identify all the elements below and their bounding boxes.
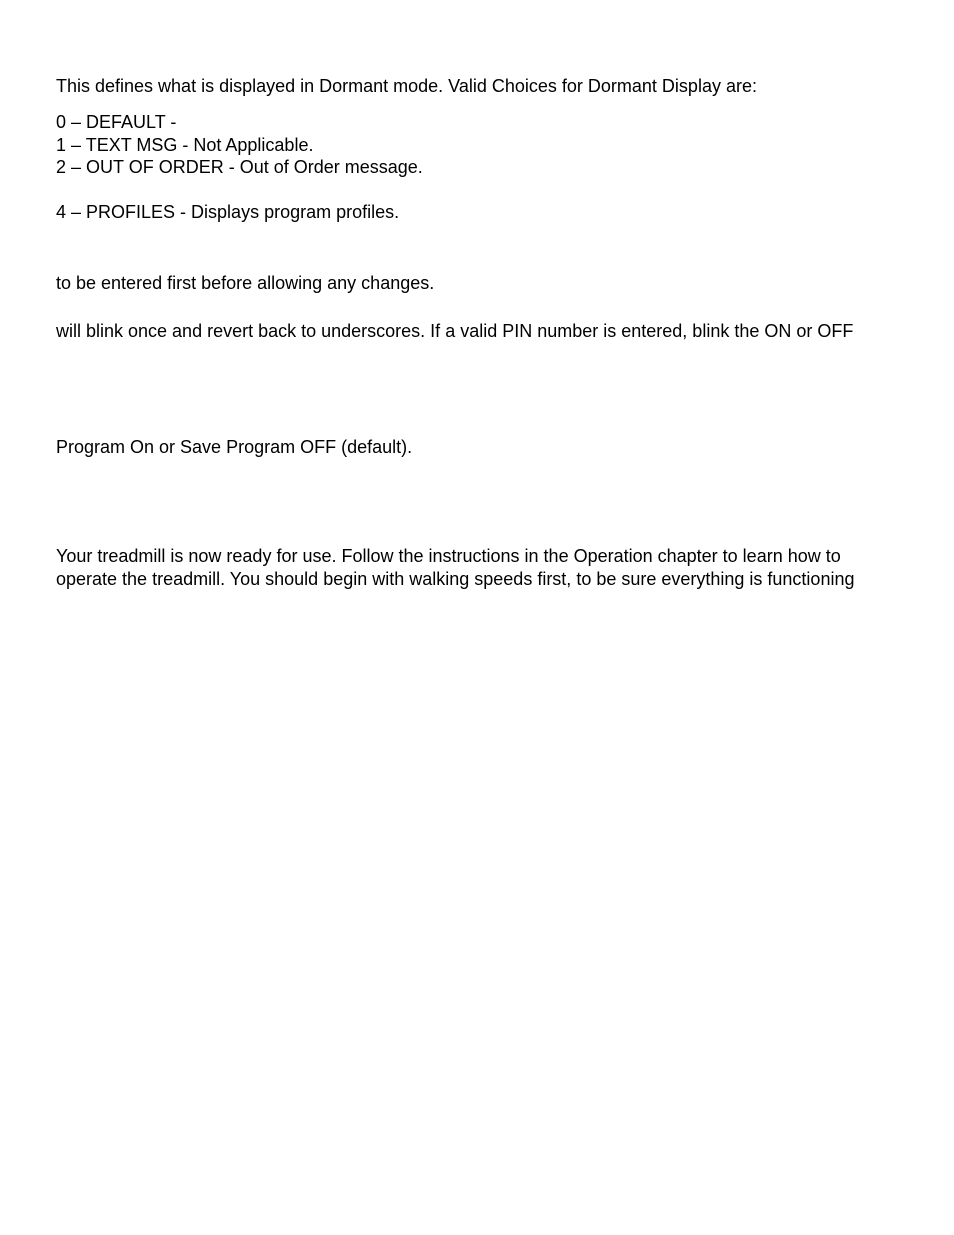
pin-entry-text: to be entered first before allowing any changes. [56,273,435,293]
pin-blink-text: will blink once and revert back to underscores. If a valid PIN number is entered, blink the ON or OFF [56,321,854,341]
ready-text-line-1: Your treadmill is now ready for use. Follow the instructions in the Operation chapter to learn how to [56,546,841,566]
dormant-option-profiles: 4 – PROFILES - Displays program profiles. [56,202,400,222]
save-program-text: Program On or Save Program OFF (default). [56,437,413,457]
dormant-option-default: 0 – DEFAULT - [56,112,177,132]
dormant-option-out-of-order: 2 – OUT OF ORDER - Out of Order message. [56,157,423,177]
ready-text-line-2: operate the treadmill. You should begin with walking speeds first, to be sure everything is functioning [56,569,855,589]
dormant-intro-text: This defines what is displayed in Dormant mode. Valid Choices for Dormant Display are: [56,76,757,96]
dormant-option-text-msg: 1 – TEXT MSG - Not Applicable. [56,135,314,155]
